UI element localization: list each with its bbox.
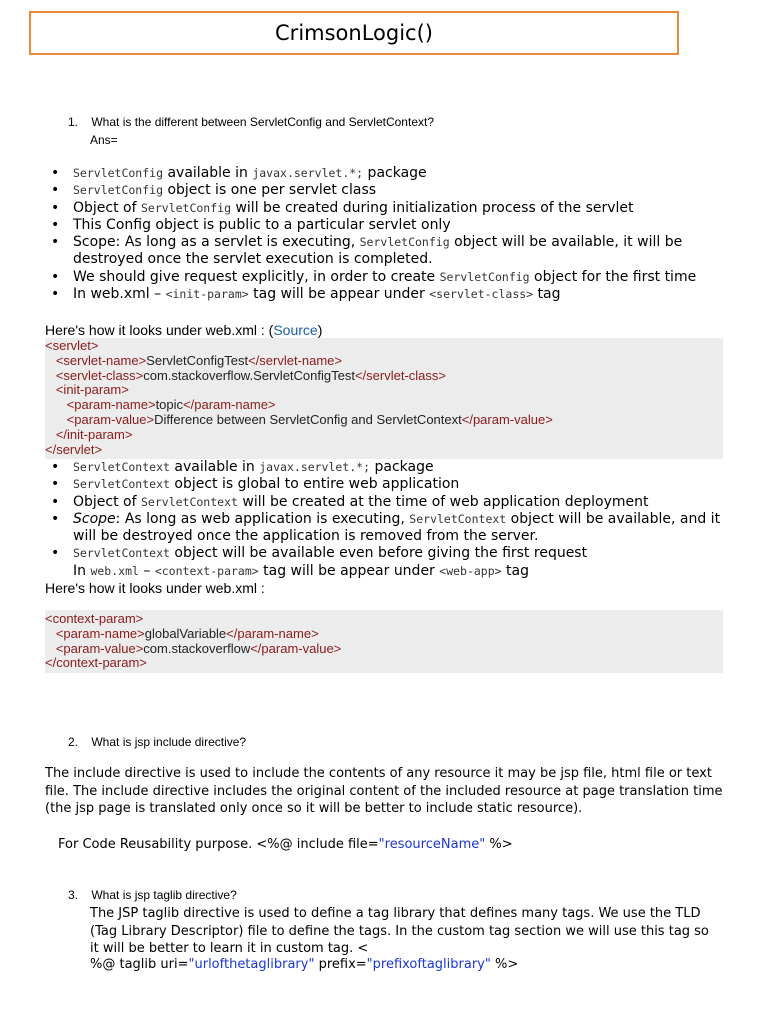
code-line (45, 383, 723, 398)
inline-code: ServletContext (73, 546, 170, 561)
source-note (45, 322, 322, 338)
inline-code: ServletContext (73, 477, 170, 492)
text-segment: tag (501, 563, 529, 579)
question-1 (68, 115, 434, 129)
page-title-text: CrimsonLogic() (275, 21, 433, 45)
inline-code: javax.servlet.*; (259, 460, 371, 474)
bullet-item (45, 269, 725, 286)
xml-tag: </init-param> (55, 426, 133, 442)
servletcontext-bullet-list (45, 459, 725, 563)
inline-code: <init-param> (165, 287, 249, 302)
question-3-text: What is jsp taglib directive? (91, 888, 237, 902)
code-line (45, 398, 723, 413)
italic-text: Scope (73, 510, 116, 527)
text-segment: object for the first time (529, 268, 697, 285)
text-segment: Scope: As long as a servlet is executing, (73, 234, 360, 251)
text-segment: tag will be appear under (258, 563, 440, 579)
text-segment: object is one per servlet class (163, 182, 377, 199)
bullet-item (45, 182, 725, 199)
text-segment: Object of (73, 199, 141, 216)
text-segment: tag (533, 286, 561, 303)
inline-code: ServletContext (409, 511, 507, 526)
question-2 (68, 735, 246, 749)
text-segment: available in (169, 459, 260, 475)
xml-tag: </servlet-name> (248, 352, 342, 368)
question-2-text: What is jsp include directive? (91, 735, 247, 749)
text-segment: com.stackoverflow.ServletConfigTest (143, 367, 355, 383)
text-segment: – (138, 563, 155, 579)
inline-code: ServletConfig (359, 235, 450, 250)
code-line (45, 413, 723, 428)
source-note-prefix: Here's how it looks under web.xml : ( (45, 322, 274, 338)
text-segment: object will be available, it will be destroyed once the servlet execution is completed. (73, 234, 683, 268)
text-segment: : As long as web application is executing, (115, 510, 410, 527)
bullet-item (45, 286, 725, 303)
inline-code: ServletConfig (73, 183, 164, 198)
text-segment: com.stackoverflow (143, 640, 251, 656)
question-1-text: What is the different between ServletConfig and ServletContext? (91, 115, 434, 129)
include-directive-example (58, 837, 513, 852)
text-segment: In web.xml – (73, 286, 166, 303)
bullet-item (45, 494, 725, 511)
question-3-number: 3. (68, 888, 79, 902)
taglib-example-uri: "urlofthetaglibrary" (188, 957, 315, 972)
taglib-example-suffix: %> (490, 957, 519, 972)
bullet-item (45, 511, 725, 546)
text-segment: We should give request explicitly, in order to create (73, 268, 440, 285)
source-link[interactable]: Source (273, 322, 318, 338)
taglib-example-prefix-value: "prefixoftaglibrary" (366, 957, 491, 972)
text-segment (45, 641, 56, 656)
xml-tag: </servlet> (45, 441, 103, 457)
code-line (45, 339, 723, 354)
text-segment: will be created during initialization process of the servlet (231, 199, 634, 216)
question-3 (68, 888, 237, 902)
inline-code: ServletContext (73, 460, 170, 474)
text-segment: package (370, 459, 434, 475)
include-example-value: "resourceName" (378, 837, 486, 852)
code-line (45, 656, 723, 671)
xml-tag: <param-name> (55, 625, 145, 641)
taglib-example-mid: prefix= (314, 957, 367, 972)
include-example-prefix: For Code Reusability purpose. <%@ include file= (58, 837, 379, 852)
bullet-item (45, 217, 725, 234)
bullet-item (45, 165, 725, 182)
taglib-directive-paragraph: The JSP taglib directive is used to define a tag library that defines many tags. We use the TLD (Tag Library Descriptor) file to define the tags. In the custom tag section we will use this tag so it will be better to learn it in custom tag. < (90, 906, 709, 956)
code-line (45, 354, 723, 369)
text-segment: ServletConfigTest (146, 352, 249, 368)
text-segment (45, 427, 56, 442)
bullet-item (45, 200, 725, 217)
xml-tag: <context-param> (45, 611, 144, 626)
context-param-note (73, 563, 529, 579)
text-segment (45, 626, 56, 641)
xml-tag: <servlet> (45, 338, 99, 353)
text-segment: globalVariable (144, 625, 227, 641)
text-segment: object is global to entire web application (169, 476, 460, 493)
text-segment: topic (155, 397, 184, 413)
code-line (45, 443, 723, 458)
text-segment: Difference between ServletConfig and ServletContext (154, 411, 462, 427)
bullet-item (45, 459, 725, 476)
inline-code: ServletConfig (73, 166, 164, 180)
inline-code: web.xml (90, 564, 139, 578)
xml-tag: <servlet-class> (55, 367, 144, 383)
xml-tag: </param-name> (183, 397, 276, 413)
xml-tag: </context-param> (45, 655, 147, 671)
xml-tag: <param-value> (55, 640, 144, 656)
inline-code: <servlet-class> (429, 287, 534, 302)
text-segment: This Config object is public to a particular servlet only (73, 216, 451, 233)
question-2-number: 2. (68, 735, 79, 749)
xml-tag: </param-value> (250, 640, 342, 656)
source-note-suffix: ) (317, 322, 323, 338)
taglib-example-prefix: %@ taglib uri= (90, 957, 189, 972)
question-1-number: 1. (68, 115, 79, 129)
include-directive-paragraph: The include directive is used to include the contents of any resource it may be jsp file, html file or text file. The include directive includes the original content of the included resource at page translation time (the jsp page is translated only once so it will be better to include static resource). (45, 766, 723, 816)
bullet-item (45, 545, 725, 562)
bullet-item (45, 476, 725, 493)
inline-code: ServletConfig (141, 200, 232, 215)
servlet-config-code-block (45, 338, 723, 459)
servletconfig-bullet-list (45, 165, 725, 303)
text-segment: object will be available even before giving the first request (169, 545, 588, 562)
code-line (45, 627, 723, 642)
xml-tag: <servlet-name> (55, 352, 147, 368)
text-segment (45, 397, 67, 412)
text-segment: will be created at the time of web application deployment (237, 493, 649, 510)
inline-code: <web-app> (439, 564, 502, 578)
xml-tag: </param-name> (226, 625, 319, 641)
text-segment: tag will be appear under (248, 286, 430, 303)
code-line (45, 428, 723, 443)
inline-code: <context-param> (154, 564, 259, 578)
xml-tag: <param-value> (66, 411, 155, 427)
text-segment: available in (163, 165, 253, 181)
text-segment (45, 368, 56, 383)
inline-code: ServletConfig (439, 269, 530, 284)
xml-tag: <param-name> (66, 397, 156, 413)
xml-tag: </param-value> (461, 411, 553, 427)
bullet-item (45, 234, 725, 269)
context-param-code-block (45, 610, 723, 673)
code-line (45, 369, 723, 384)
text-segment (45, 353, 56, 368)
include-example-suffix: %> (485, 837, 513, 852)
text-segment (45, 382, 56, 397)
taglib-directive-example (90, 957, 518, 972)
inline-code: ServletContext (141, 494, 238, 509)
code-line (45, 612, 723, 627)
answer-label: Ans= (90, 133, 118, 147)
text-segment: Object of (73, 493, 141, 510)
code-line (45, 642, 723, 657)
page-title (29, 11, 679, 55)
text-segment: package (363, 165, 427, 181)
xml-tag: <init-param> (55, 382, 129, 398)
text-segment (45, 412, 67, 427)
inline-code: javax.servlet.*; (252, 166, 364, 180)
text-segment: object will be available, and it will be destroyed once the application is removed from the server. (73, 510, 721, 545)
text-segment: In (73, 563, 91, 579)
source-note-2: Here's how it looks under web.xml : (45, 580, 265, 596)
xml-tag: </servlet-class> (354, 367, 447, 383)
